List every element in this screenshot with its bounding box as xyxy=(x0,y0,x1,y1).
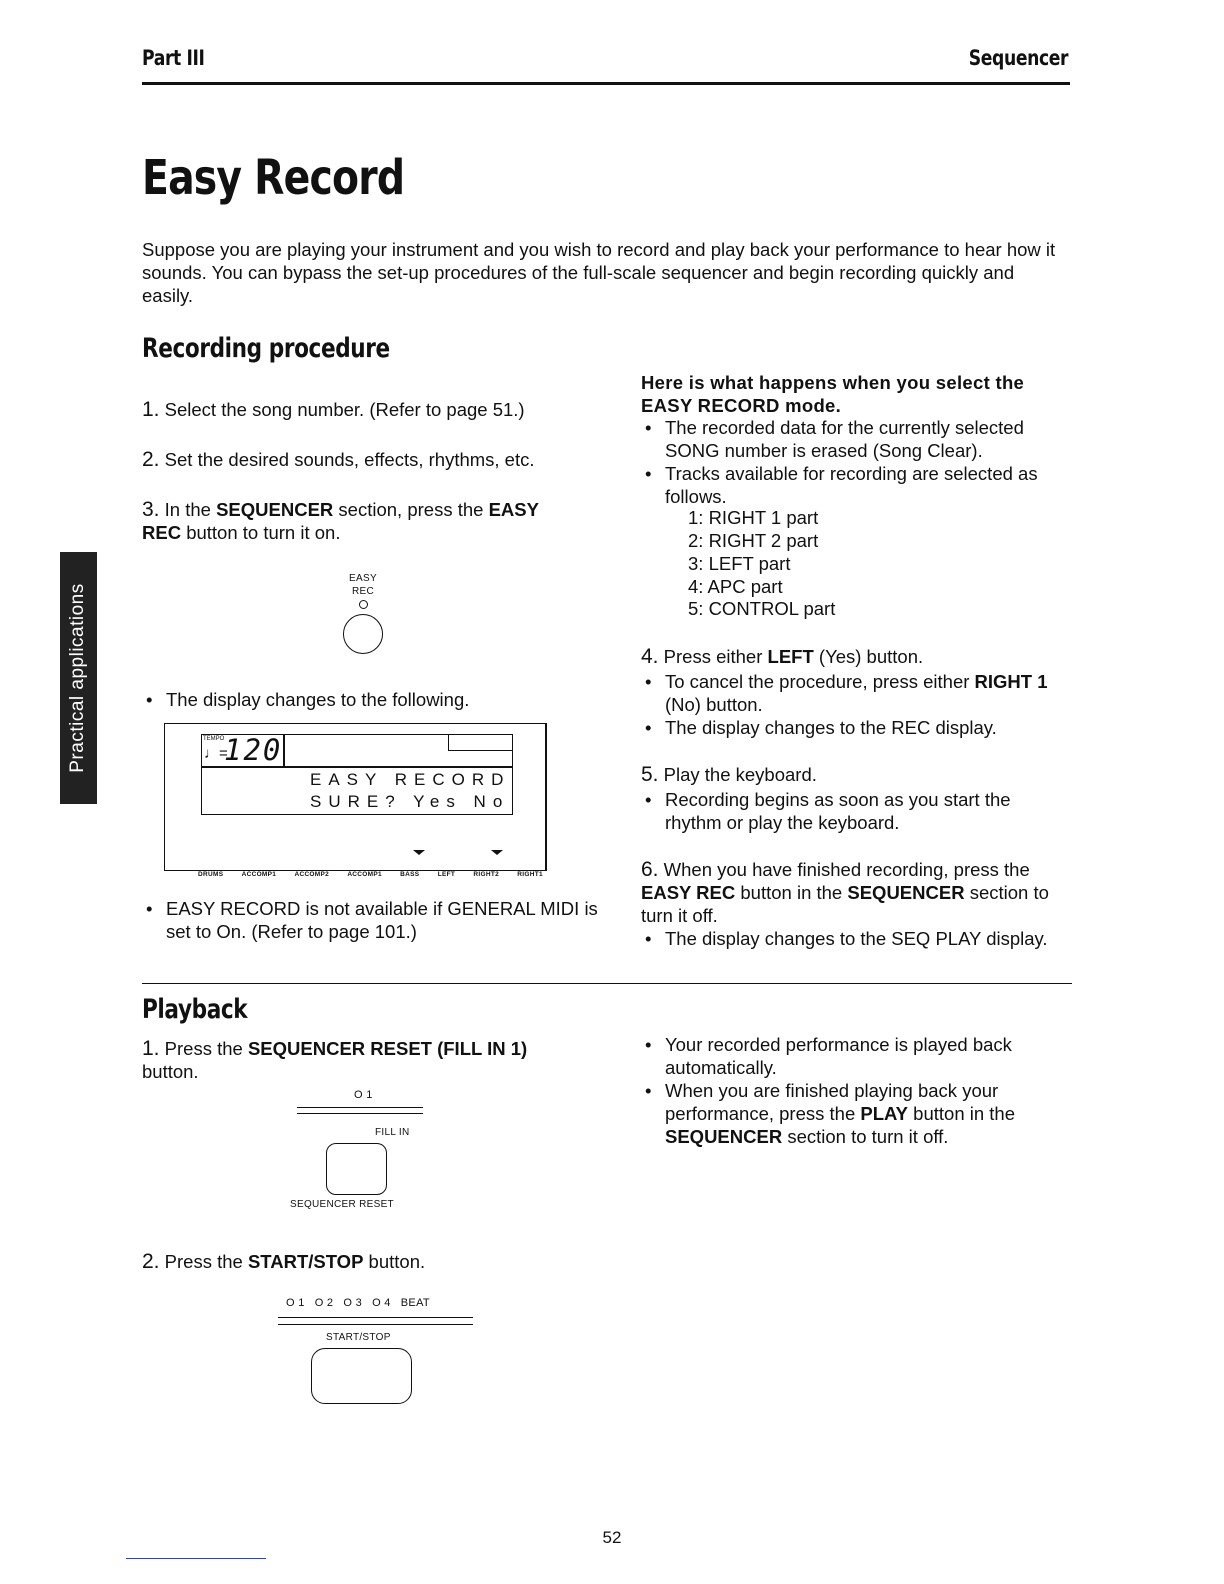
recording-heading: Recording procedure xyxy=(142,333,390,364)
playback-heading: Playback xyxy=(142,994,248,1025)
lcd-line-2: SURE? Yes No xyxy=(310,792,510,811)
start-rule-1 xyxy=(278,1317,473,1318)
lcd-label-bass: BASS xyxy=(400,871,420,878)
footer-rule xyxy=(126,1558,266,1559)
lcd-tempo-value: 120 xyxy=(224,733,283,767)
sequencer-reset-label: SEQUENCER RESET xyxy=(290,1199,394,1210)
easy-rec-button[interactable] xyxy=(343,614,383,654)
start-rule-2 xyxy=(278,1324,473,1325)
side-tab-label: Practical applications xyxy=(67,583,88,773)
lcd-line-1: EASY RECORD xyxy=(310,770,511,789)
lcd-label-accomp2: ACCOMP2 xyxy=(294,871,330,878)
lcd-label-accomp1: ACCOMP1 xyxy=(241,871,277,878)
lcd-label-drums: DRUMS xyxy=(198,871,224,878)
happens-heading: Here is what happens when you select the EASY RECORD mode. xyxy=(641,372,1025,416)
lcd-label-right1: RIGHT1 xyxy=(517,871,543,878)
fill-rule-1 xyxy=(297,1107,423,1108)
lcd-right-arrow-icon xyxy=(491,850,503,855)
beat-row: O 1 O 2 O 3 O 4 BEAT xyxy=(286,1297,430,1309)
lcd-tempo-label: TEMPO xyxy=(203,736,225,742)
start-stop-button[interactable] xyxy=(311,1348,412,1404)
rec-step-2: 2. Set the desired sounds, effects, rhythms, etc. xyxy=(142,448,535,471)
play-step-1: 1. Press the SEQUENCER RESET (FILL IN 1) button. xyxy=(142,1037,528,1082)
track-5: 5: CONTROL part xyxy=(688,598,836,619)
lcd-display xyxy=(164,723,547,871)
rec-step-3: 3. In the SEQUENCER section, press the EASY REC button to turn it on. xyxy=(142,498,539,543)
track-1: 1: RIGHT 1 part xyxy=(688,507,819,528)
rec-step-4: 4. Press either LEFT (Yes) button. xyxy=(641,645,924,668)
easy-rec-led-icon xyxy=(359,600,368,609)
step4-bullet-2: • The display changes to the REC display. xyxy=(641,716,1070,739)
lcd-left-arrow-icon xyxy=(413,850,425,855)
fill-in-label: FILL IN xyxy=(375,1127,410,1138)
lcd-label-right2: RIGHT2 xyxy=(473,871,500,878)
section-divider xyxy=(142,983,1072,984)
page-title: Easy Record xyxy=(142,150,405,206)
lcd-right-box xyxy=(448,734,513,751)
header-section: Sequencer xyxy=(968,46,1068,70)
fill-top-label: O 1 xyxy=(354,1089,373,1101)
step4-bullet-1: • To cancel the procedure, press either RIGHT 1 (No) button. xyxy=(641,670,1070,716)
track-3: 3: LEFT part xyxy=(688,553,791,574)
lcd-label-accomp1b: ACCOMP1 xyxy=(347,871,382,878)
step5-bullet: • Recording begins as soon as you start the rhythm or play the keyboard. xyxy=(641,788,1070,834)
track-2: 2: RIGHT 2 part xyxy=(688,530,819,551)
startstop-label: START/STOP xyxy=(326,1332,391,1343)
rec-step-5: 5. Play the keyboard. xyxy=(641,763,817,786)
happens-bullet-1: • The recorded data for the currently selected SONG number is erased (Song Clear). xyxy=(641,416,1070,462)
lcd-message-box xyxy=(201,767,513,815)
page-number: 52 xyxy=(602,1528,622,1547)
side-tab xyxy=(60,552,97,804)
rec-step-6: 6. When you have finished recording, press the EASY REC button in the SEQUENCER section to turn it off. xyxy=(641,858,1049,926)
lcd-tempo-box xyxy=(201,734,285,767)
intro-paragraph: Suppose you are playing your instrument and you wish to record and play back your performance to hear how it sounds. You can bypass the set-up procedures of the full-scale sequencer and begin recording quickly and easily. xyxy=(142,239,1056,306)
play-bullet-2: • When you are finished playing back your performance, press the PLAY button in the SEQUENCER section to turn it off. xyxy=(641,1079,1070,1148)
fill-rule-2 xyxy=(297,1113,423,1114)
easy-rec-label: EASY REC xyxy=(349,573,377,597)
play-bullet-1: • Your recorded performance is played back automatically. xyxy=(641,1033,1070,1079)
header-rule xyxy=(142,82,1070,85)
happens-bullet-2: • Tracks available for recording are selected as follows. xyxy=(641,462,1070,508)
rec-step-1: 1. Select the song number. (Refer to page 51.) xyxy=(142,398,525,421)
lcd-label-left: LEFT xyxy=(437,871,456,878)
header-part: Part III xyxy=(142,46,205,70)
track-4: 4: APC part xyxy=(688,576,783,597)
play-step-2: 2. Press the START/STOP button. xyxy=(142,1250,426,1273)
lcd-tempo-symbol: ♩= xyxy=(204,745,228,762)
lcd-bottom-labels xyxy=(198,871,543,878)
display-note: • The display changes to the following. xyxy=(142,688,586,711)
sequencer-reset-button[interactable] xyxy=(326,1143,387,1195)
gm-note: • EASY RECORD is not available if GENERAL MIDI is set to On. (Refer to page 101.) xyxy=(142,897,606,943)
step6-bullet: • The display changes to the SEQ PLAY display. xyxy=(641,927,1075,950)
